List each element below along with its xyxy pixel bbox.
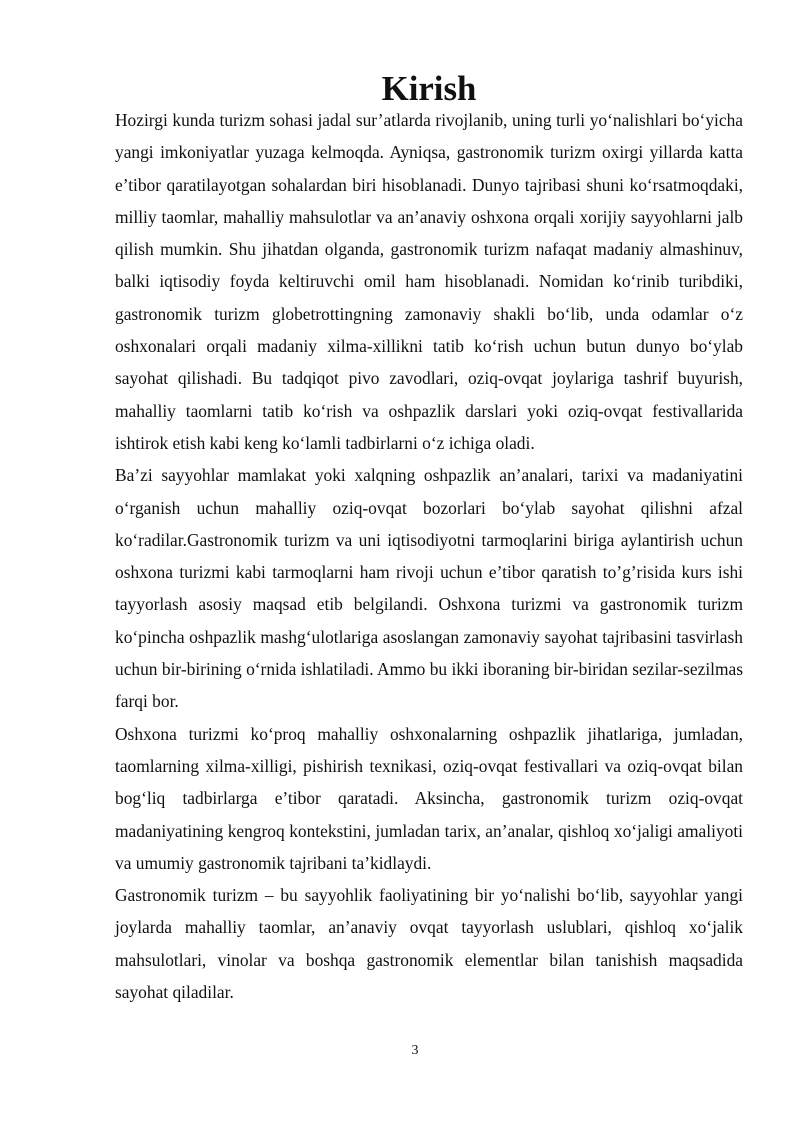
paragraph-1: Hozirgi kunda turizm sohasi jadal sur’atlarda rivojlanib, uning turli yo‘nalishlari bo‘yicha yangi imkoniyatlar yuzaga kelmoqda. Ayniqsa, gastronomik turizm oxirgi yillarda katta e’tibor qaratilayotgan sohalardan biri hisoblanadi. Dunyo tajribasi shuni ko‘rsatmoqdaki, milliy taomlar, mahalliy mahsulotlar va an’anaviy oshxona orqali xorijiy sayyohlarni jalb qilish mumkin. Shu jihatdan olganda, gastronomik turizm nafaqat madaniy almashinuv, balki iqtisodiy foyda keltiruvchi omil ham hisoblanadi. Nomidan ko‘rinib turibdiki, gastronomik turizm globetrottingning zamonaviy shakli bo‘lib, unda odamlar o‘z oshxonalari orqali madaniy xilma-xillikni tatib ko‘rish uchun butun dunyo bo‘ylab sayohat qilishadi. Bu tadqiqot pivo zavodlari, oziq-ovqat joylariga tashrif buyurish, mahalliy taomlarni tatib ko‘rish va oshpazlik darslari yoki oziq-ovqat festivallarida ishtirok etish kabi keng ko‘lamli tadbirlarni o‘z ichiga oladi.: [115, 110, 743, 453]
paragraph-3: Oshxona turizmi ko‘proq mahalliy oshxonalarning oshpazlik jihatlariga, jumladan, taomlarning xilma-xilligi, pishirish texnikasi, oziq-ovqat festivallari va oziq-ovqat bilan bog‘liq tadbirlarga e’tibor qaratadi. Aksincha, gastronomik turizm oziq-ovqat madaniyatining kengroq kontekstini, jumladan tarix, an’analar, qishloq xo‘jaligi amaliyoti va umumiy gastronomik tajribani ta’kidlaydi.: [115, 723, 743, 873]
document-body: [115, 69, 743, 1008]
section-title: Kirish: [381, 69, 477, 108]
page-number: 3: [411, 1043, 419, 1058]
paragraph-4: Gastronomik turizm – bu sayyohlik faoliyatining bir yo‘nalishi bo‘lib, sayyohlar yangi joylarda mahalliy taomlar, an’anaviy ovqat tayyorlash uslublari, qishloq xo‘jalik mahsulotlari, vinolar va boshqa gastronomik elementlar bilan tanishish maqsadida sayohat qiladilar.: [115, 885, 743, 1003]
paragraph-2: Ba’zi sayyohlar mamlakat yoki xalqning oshpazlik an’analari, tarixi va madaniyatini o‘rganish uchun mahalliy oziq-ovqat bozorlari bo‘ylab sayohat qilishni afzal ko‘radilar.Gastronomik turizm va uni iqtisodiyotni tarmoqlarini biriga aylantirish uchun oshxona turizmi kabi tarmoqlarni ham rivoji uchun e’tibor qaratish to’g’risida kurs ishi tayyorlash asosiy maqsad etib belgilandi. Oshxona turizmi va gastronomik turizm ko‘pincha oshpazlik mashg‘ulotlariga asoslangan zamonaviy sayohat tajribasini tasvirlash uchun bir-birining o‘rnida ishlatiladi. Ammo bu ikki iboraning bir-biridan sezilar-sezilmas farqi bor.: [115, 465, 743, 712]
